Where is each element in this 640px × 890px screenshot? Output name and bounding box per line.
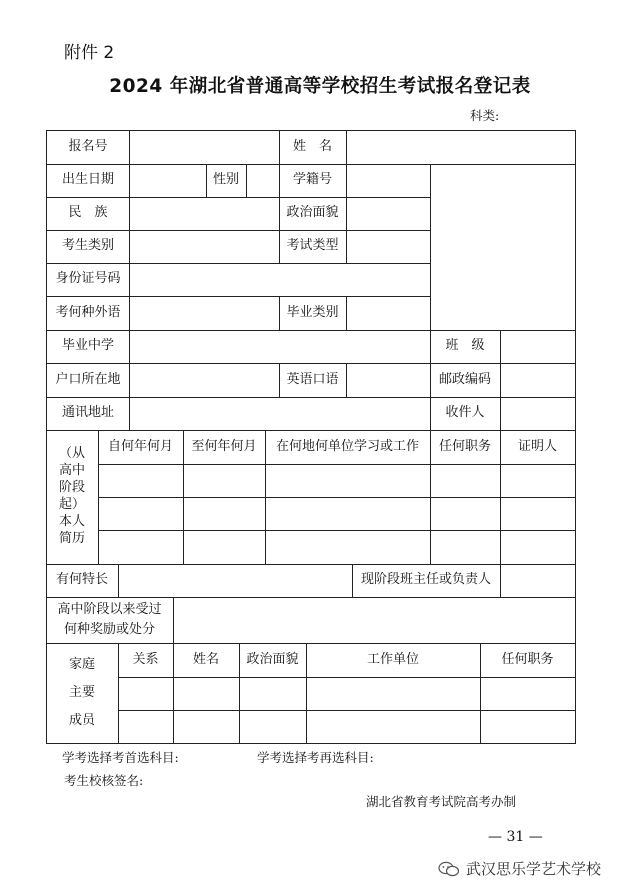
resume-header-to: 至何年何月	[191, 438, 257, 454]
school-signature-label: 考生校核签名:	[64, 773, 144, 788]
label-name: 姓 名	[292, 138, 332, 154]
label-english-oral: 英语口语	[286, 371, 339, 387]
family-label-line: 家庭	[68, 657, 95, 673]
label-exam-type: 考试类型	[286, 238, 339, 254]
family-header-position: 任何职务	[501, 651, 554, 667]
awards-label-line: 高中阶段以来受过	[57, 601, 162, 617]
resume-header-witness: 证明人	[517, 438, 557, 454]
label-registration-number: 报名号	[68, 138, 108, 154]
label-hukou: 户口所在地	[55, 371, 121, 387]
watermark	[438, 858, 601, 879]
first-subject-label: 学考选择考首选科目:	[62, 750, 179, 765]
family-header-political: 政治面貌	[246, 651, 299, 667]
label-address: 通讯地址	[61, 405, 114, 421]
label-family-vertical	[46, 643, 118, 743]
resume-label-line: 简历	[58, 530, 85, 546]
label-birth-date: 出生日期	[61, 172, 114, 188]
label-graduate-school: 毕业中学	[61, 338, 114, 354]
label-gender: 性别	[212, 172, 239, 188]
page-title: 2024 年湖北省普通高等学校招生考试报名登记表	[109, 76, 531, 97]
family-header-workplace: 工作单位	[366, 651, 419, 667]
family-label-line: 主要	[68, 685, 95, 701]
resume-label-line: （从	[58, 446, 85, 462]
wechat-icon	[438, 861, 460, 877]
label-recipient: 收件人	[445, 405, 485, 421]
resume-label-line: 本人	[58, 513, 85, 529]
label-political-status: 政治面貌	[286, 205, 339, 221]
resume-label-line: 起）	[58, 497, 85, 512]
label-resume-vertical	[46, 430, 98, 564]
resume-header-position: 任何职务	[438, 438, 491, 454]
resume-header-from: 自何年何月	[107, 438, 173, 454]
attachment-label: 附件 2	[64, 43, 115, 63]
resume-header-place: 在何地何单位学习或工作	[275, 438, 419, 454]
label-specialty: 有何特长	[55, 572, 108, 588]
label-head-teacher: 现阶段班主任或负责人	[360, 572, 491, 588]
resume-label-line: 高中	[58, 463, 85, 479]
label-class: 班 级	[445, 338, 485, 354]
family-header-relation: 关系	[132, 651, 159, 667]
resume-label-line: 阶段	[58, 480, 85, 496]
issuing-office: 湖北省教育考试院高考办制	[366, 794, 517, 809]
page-number: — 31 —	[488, 829, 543, 845]
label-id-number: 身份证号码	[55, 271, 121, 287]
second-subject-label: 学考选择考再选科目:	[257, 750, 374, 765]
label-ethnicity: 民 族	[68, 205, 108, 221]
label-awards	[46, 597, 173, 643]
label-foreign-language: 考何种外语	[55, 304, 121, 320]
label-student-id: 学籍号	[292, 172, 332, 188]
label-postal-code: 邮政编码	[438, 371, 491, 387]
family-header-name: 姓名	[192, 651, 219, 667]
family-label-line: 成员	[68, 712, 95, 728]
awards-label-line: 何种奖励或处分	[63, 622, 155, 637]
label-candidate-type: 考生类别	[61, 238, 114, 254]
category-label: 科类:	[470, 108, 500, 123]
label-graduation-type: 毕业类别	[286, 304, 339, 320]
watermark-text: 武汉思乐学艺术学校	[466, 860, 602, 878]
